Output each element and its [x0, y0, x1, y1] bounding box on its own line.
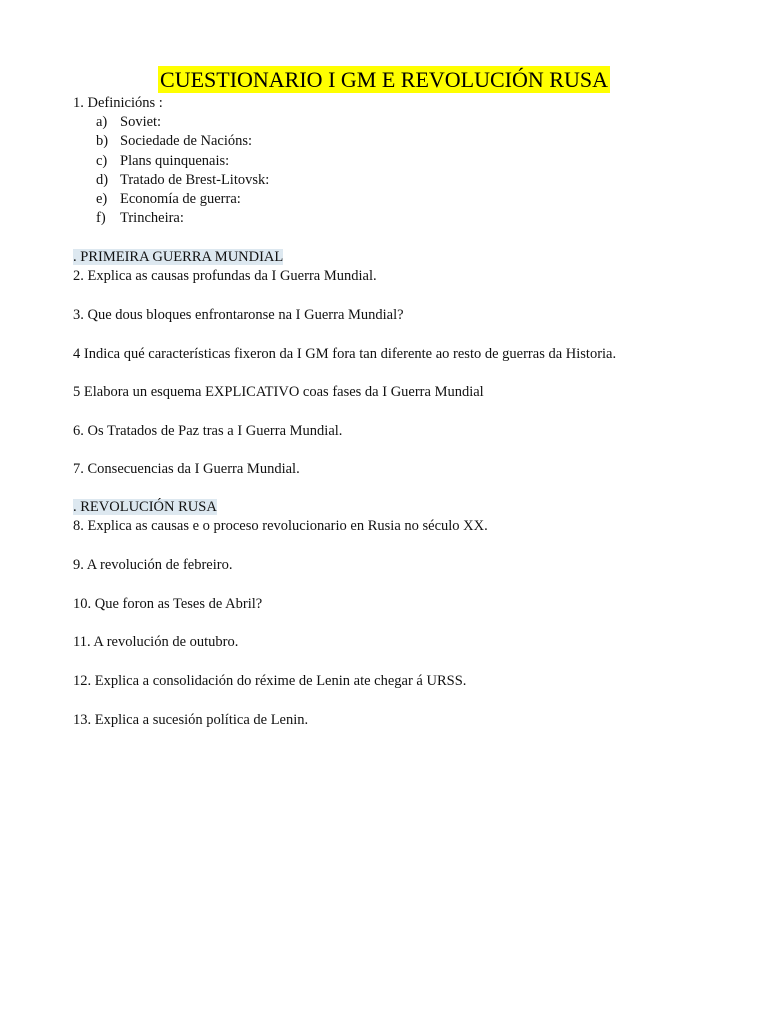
question: 11. A revolución de outubro.: [73, 634, 239, 650]
question: 8. Explica as causas e o proceso revolucionario en Rusia no século XX.: [73, 518, 488, 534]
definition-letter: b): [96, 133, 109, 149]
definitions-heading: 1. Definicións :: [73, 95, 163, 111]
section-heading-russian-revolution-text: . REVOLUCIÓN RUSA: [73, 499, 217, 515]
definition-item: [96, 209, 184, 228]
definition-item: [96, 190, 241, 209]
question: 7. Consecuencias da I Guerra Mundial.: [73, 461, 300, 477]
definition-text: Tratado de Brest-Litovsk:: [120, 172, 270, 188]
question: 13. Explica a sucesión política de Lenin.: [73, 712, 309, 728]
definition-item: [96, 152, 229, 171]
section-heading-ww1: [73, 248, 283, 267]
definition-text: Economía de guerra:: [120, 191, 241, 207]
document-title: CUESTIONARIO I GM E REVOLUCIÓN RUSA: [160, 67, 608, 92]
definition-item: [96, 132, 252, 151]
question: 2. Explica as causas profundas da I Guerra Mundial.: [73, 268, 377, 284]
section-heading-russian-revolution: [73, 498, 217, 517]
title-wrap: [0, 66, 768, 93]
definition-text: Plans quinquenais:: [120, 153, 230, 169]
question: 6. Os Tratados de Paz tras a I Guerra Mundial.: [73, 423, 343, 439]
question: 10. Que foron as Teses de Abril?: [73, 596, 263, 612]
definition-letter: d): [96, 172, 109, 188]
question: 12. Explica a consolidación do réxime de Lenin ate chegar á URSS.: [73, 673, 467, 689]
question: 5 Elabora un esquema EXPLICATIVO coas fases da I Guerra Mundial: [73, 384, 484, 400]
definition-letter: f): [96, 210, 106, 226]
definition-item: [96, 171, 269, 190]
section-heading-ww1-text: . PRIMEIRA GUERRA MUNDIAL: [73, 249, 284, 265]
question: 4 Indica qué características fixeron da I GM fora tan diferente ao resto de guerras da Historia.: [73, 346, 617, 362]
definition-letter: a): [96, 114, 108, 130]
definition-text: Trincheira:: [120, 210, 184, 226]
definition-text: Soviet:: [120, 114, 162, 130]
definition-text: Sociedade de Nacións:: [120, 133, 253, 149]
definition-item: [96, 113, 161, 132]
question: 3. Que dous bloques enfrontaronse na I Guerra Mundial?: [73, 307, 404, 323]
definition-letter: e): [96, 191, 108, 207]
definition-letter: c): [96, 153, 108, 169]
question: 9. A revolución de febreiro.: [73, 557, 233, 573]
